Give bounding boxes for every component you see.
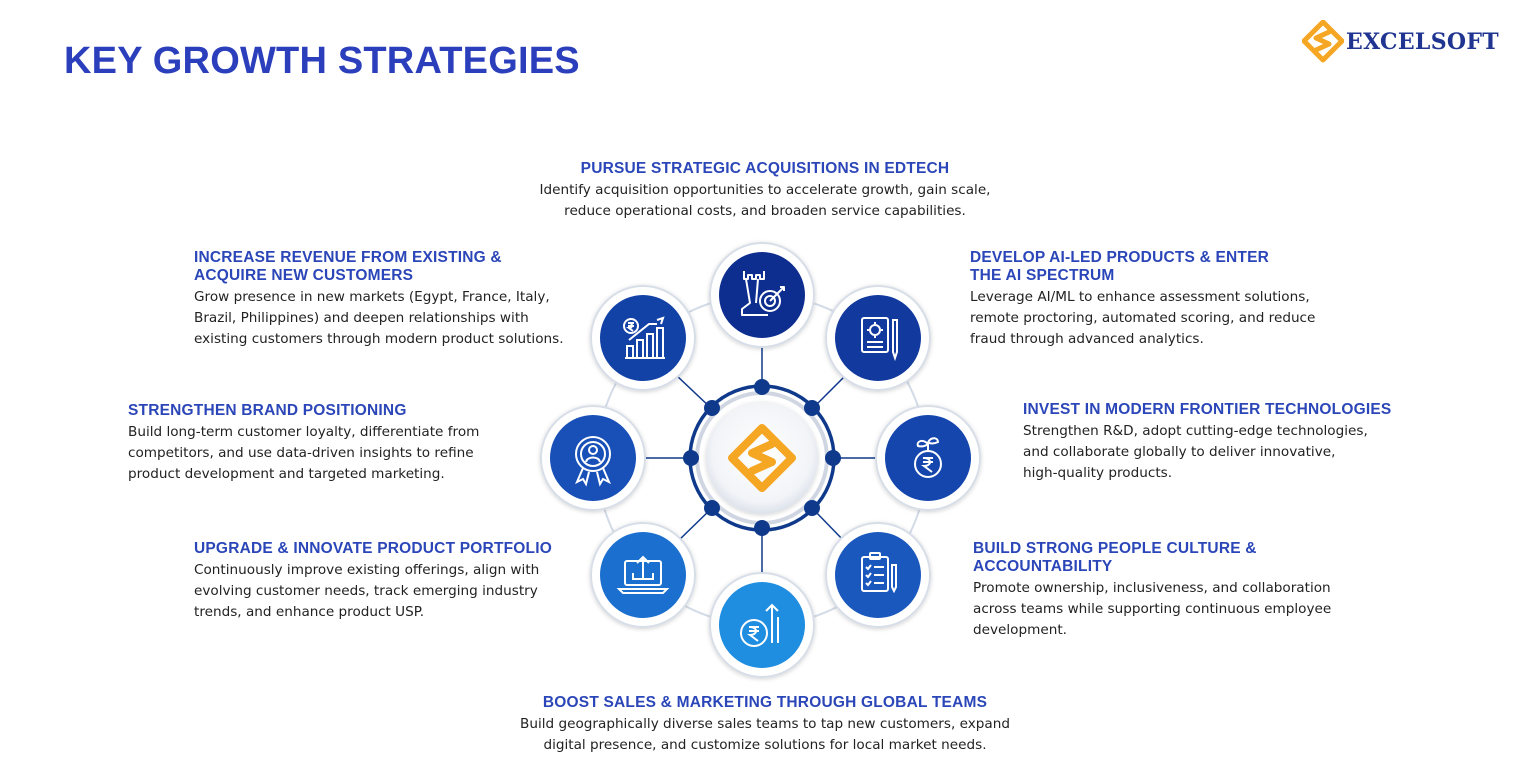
strategy-description [480, 180, 1050, 222]
strategy-description [970, 287, 1390, 350]
description-line: Build geographically diverse sales teams to tap new customers, expand [520, 716, 1010, 732]
node-people-culture [826, 523, 930, 627]
strategy-heading [194, 249, 594, 285]
description-line: digital presence, and customize solutions for local market needs. [543, 737, 987, 753]
strategy-ai-products [970, 249, 1390, 350]
heading-line: ACQUIRE NEW CUSTOMERS [194, 267, 414, 284]
strategy-acquisitions [480, 160, 1050, 222]
description-line: high-quality products. [1023, 465, 1173, 481]
node-ai-products [826, 286, 930, 390]
description-line: Brazil, Philippines) and deepen relationships with [194, 310, 529, 326]
strategy-description [460, 714, 1070, 756]
description-line: reduce operational costs, and broaden service capabilities. [564, 203, 966, 219]
strategy-heading: UPGRADE & INNOVATE PRODUCT PORTFOLIO [194, 540, 552, 557]
strategy-product-portfolio [194, 540, 584, 623]
strategy-description [128, 422, 528, 485]
strategy-heading: PURSUE STRATEGIC ACQUISITIONS IN EDTECH [580, 160, 950, 177]
description-line: Continuously improve existing offerings, align with [194, 562, 540, 578]
strategy-heading [970, 249, 1390, 285]
description-line: Leverage AI/ML to enhance assessment solutions, [970, 289, 1310, 305]
strategy-heading: BOOST SALES & MARKETING THROUGH GLOBAL TEAMS [542, 694, 988, 711]
node-product-portfolio [591, 523, 695, 627]
description-line: product development and targeted marketing. [128, 466, 445, 482]
heading-line: DEVELOP AI-LED PRODUCTS & ENTER [970, 249, 1270, 266]
strategy-heading: INVEST IN MODERN FRONTIER TECHNOLOGIES [1023, 401, 1392, 418]
node-frontier-tech [876, 406, 980, 510]
description-line: and collaborate globally to deliver innovative, [1023, 444, 1336, 460]
page-title: KEY GROWTH STRATEGIES [64, 40, 580, 82]
node-acquisitions [710, 243, 814, 347]
description-line: Promote ownership, inclusiveness, and collaboration [973, 580, 1331, 596]
strategy-frontier-tech [1023, 401, 1443, 484]
description-line: evolving customer needs, track emerging industry [194, 583, 538, 599]
node-sales-marketing [710, 573, 814, 677]
strategy-description [194, 287, 594, 350]
description-line: trends, and enhance product USP. [194, 604, 425, 620]
description-line: Grow presence in new markets (Egypt, France, Italy, [194, 289, 550, 305]
strategy-revenue-growth [194, 249, 594, 350]
description-line: development. [973, 622, 1067, 638]
node-revenue-growth [591, 286, 695, 390]
heading-line: ACCOUNTABILITY [973, 558, 1113, 575]
description-line: existing customers through modern product solutions. [194, 331, 564, 347]
strategy-description [1023, 421, 1443, 484]
heading-line: BUILD STRONG PEOPLE CULTURE & [973, 540, 1257, 557]
strategy-people-culture [973, 540, 1393, 641]
description-line: remote proctoring, automated scoring, and reduce [970, 310, 1316, 326]
node-brand-positioning [541, 406, 645, 510]
strategy-description [973, 578, 1393, 641]
description-line: fraud through advanced analytics. [970, 331, 1204, 347]
description-line: Identify acquisition opportunities to accelerate growth, gain scale, [539, 182, 991, 198]
logo-wordmark: EXCELSOFT [1346, 29, 1499, 55]
strategy-brand-positioning [128, 402, 528, 485]
heading-line: INCREASE REVENUE FROM EXISTING & [194, 249, 502, 266]
heading-line: THE AI SPECTRUM [970, 267, 1115, 284]
strategy-sales-marketing [460, 694, 1070, 756]
description-line: competitors, and use data-driven insights to refine [128, 445, 474, 461]
description-line: Strengthen R&D, adopt cutting-edge technologies, [1023, 423, 1368, 439]
strategy-heading [973, 540, 1393, 576]
description-line: across teams while supporting continuous employee [973, 601, 1332, 617]
description-line: Build long-term customer loyalty, differentiate from [128, 424, 480, 440]
strategy-heading: STRENGTHEN BRAND POSITIONING [128, 402, 407, 419]
strategy-description [194, 560, 584, 623]
